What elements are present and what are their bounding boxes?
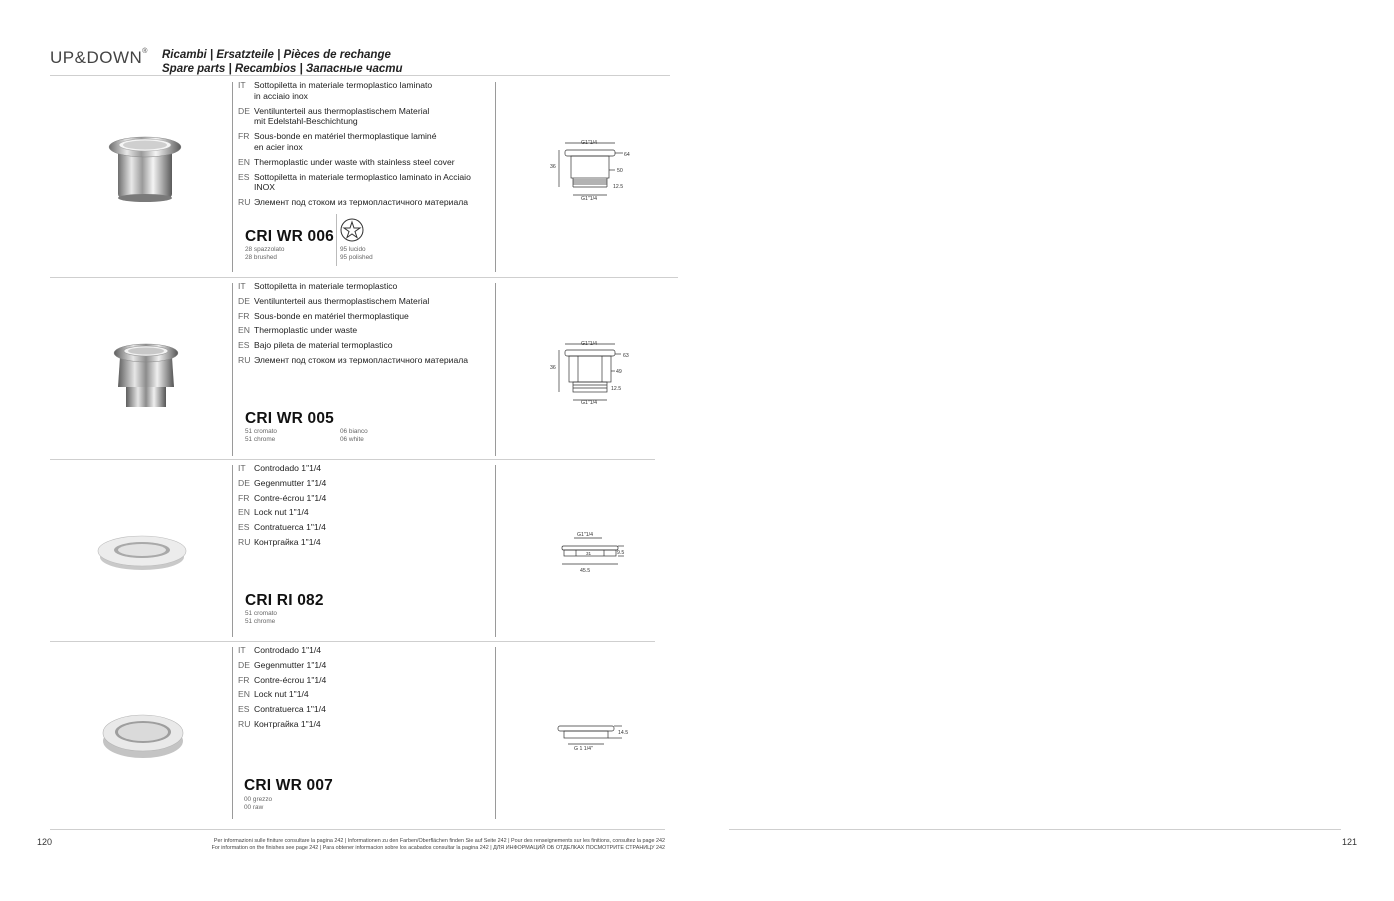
column-divider — [232, 465, 233, 637]
finish-chrome: 51 cromato 51 chrome — [245, 428, 277, 443]
description-list — [238, 281, 493, 366]
column-divider — [495, 283, 496, 456]
dim-w3: 12.5 — [613, 184, 624, 190]
dim-w3: 12.5 — [611, 386, 622, 392]
footer-note-line-1: Per informazioni sulle finiture consultare la pagina 242 | Informationen zu den Farben/Oberflächen finden Sie auf Seite 242 | Pour des renseignements sur les finitions, consultez la page 242 — [213, 838, 665, 844]
technical-drawing-cri-ri-082 — [552, 528, 637, 578]
brand-name: UP&DOWN — [50, 48, 143, 67]
technical-drawing-cri-wr-007 — [552, 718, 637, 758]
footer-note — [195, 838, 665, 852]
title-line-2: Spare parts | Recambios | Запасные части — [162, 63, 403, 75]
description-es: ES Contratuerca 1"1/4 — [238, 522, 326, 533]
dim-w1: 63 — [623, 353, 629, 359]
technical-drawing-cri-wr-005 — [545, 335, 640, 410]
description-en: EN Lock nut 1"1/4 — [238, 689, 309, 700]
brand-logo — [50, 48, 148, 68]
description-it: IT Controdado 1"1/4 — [238, 645, 322, 655]
product-image-cri-wr-007 — [98, 705, 188, 765]
dim-w2: 49 — [616, 369, 622, 375]
description-fr: FR Sous-bonde en matériel thermoplastique — [238, 310, 409, 321]
title-line-1: Ricambi | Ersatzteile | Pièces de rechange — [162, 49, 391, 61]
dim-height: 14.5 — [618, 730, 629, 736]
row-divider — [50, 641, 655, 642]
description-en: EN Thermoplastic under waste with stainless steel cover — [238, 156, 455, 167]
dim-height: 36 — [550, 164, 556, 170]
description-fr: FR Contre-écrou 1"1/4 — [238, 674, 327, 685]
product-code: CRI WR 007 — [244, 777, 333, 794]
description-list — [238, 463, 493, 548]
dim-top: G1"1/4 — [577, 532, 593, 538]
row-divider — [50, 277, 678, 278]
description-de: DE Ventilunterteil aus thermoplastischem Material — [238, 295, 430, 306]
product-image-cri-wr-006 — [100, 130, 190, 210]
description-es: ES Contratuerca 1"1/4 — [238, 704, 326, 715]
polished-finish-icon — [340, 218, 364, 242]
description-de: DE Ventilunterteil aus thermoplastischem Material mit Edelstahl-Beschichtung — [238, 105, 430, 127]
brand-registered-mark: ® — [142, 48, 148, 55]
column-divider — [232, 283, 233, 456]
description-list — [238, 80, 493, 208]
column-divider — [495, 465, 496, 637]
technical-drawing-cri-wr-006 — [545, 135, 640, 205]
dim-w1: 64 — [624, 152, 630, 158]
dim-width: 45.5 — [580, 568, 591, 574]
product-image-cri-wr-005 — [102, 335, 192, 415]
dim-bottom: G1"1/4 — [581, 196, 597, 202]
finish-chrome: 51 cromato 51 chrome — [245, 610, 277, 625]
dim-inner: 31 — [586, 551, 592, 556]
finish-white: 06 bianco 06 white — [340, 428, 368, 443]
header-divider — [50, 75, 670, 76]
description-it: IT Controdado 1"1/4 — [238, 463, 322, 473]
description-de: DE Gegenmutter 1"1/4 — [238, 659, 327, 670]
description-ru: RU Элемент под стоком из термопластичного материала — [238, 354, 469, 365]
dim-height: 9.5 — [617, 550, 625, 556]
column-divider — [336, 214, 337, 266]
finish-raw: 00 grezzo 00 raw — [244, 796, 273, 811]
footer-divider-left — [50, 829, 665, 830]
page-number-left: 120 — [37, 837, 53, 847]
dim-top: G1"1/4 — [581, 341, 597, 347]
product-code: CRI WR 005 — [245, 410, 334, 427]
description-en: EN Thermoplastic under waste — [238, 325, 358, 336]
finish-polished: 95 lucido 95 polished — [340, 246, 373, 261]
dim-bottom: G1"1/4 — [581, 400, 597, 406]
page-number-right: 121 — [1342, 837, 1358, 847]
finish-brushed: 28 spazzolato 28 brushed — [245, 246, 285, 261]
column-divider — [232, 82, 233, 272]
column-divider — [495, 647, 496, 819]
description-it: IT Sottopiletta in materiale termoplastico laminato in acciaio inox — [238, 80, 433, 101]
page-title — [162, 48, 403, 76]
dim-w2: 50 — [617, 168, 623, 174]
dim-bottom: G 1 1/4" — [574, 746, 593, 752]
description-es: ES Bajo pileta de material termoplastico — [238, 340, 393, 351]
footer-note-line-2: For information on the finishes see page 242 | Para obtener informacion sobre los acabados consultar la pagina 242 | ДЛЯ ИНФОРМАЦИЙ ОБ ОТДЕЛКАХ ПОСМОТРИТЕ СТРАНИЦУ 242 — [211, 845, 665, 851]
description-it: IT Sottopiletta in materiale termoplastico — [238, 281, 398, 291]
description-list — [238, 645, 493, 730]
row-divider — [50, 459, 655, 460]
column-divider — [232, 647, 233, 819]
dim-height: 36 — [550, 365, 556, 371]
footer-divider-right — [729, 829, 1341, 830]
description-es: ES Sottopiletta in materiale termoplastico laminato in Acciaio INOX — [238, 171, 471, 193]
product-code: CRI WR 006 — [245, 228, 334, 245]
product-code: CRI RI 082 — [245, 592, 324, 609]
description-de: DE Gegenmutter 1"1/4 — [238, 477, 327, 488]
dim-top: G1"1/4 — [581, 140, 597, 146]
description-ru: RU Контргайка 1"1/4 — [238, 718, 321, 729]
product-image-cri-ri-082 — [95, 525, 190, 580]
description-ru: RU Контргайка 1"1/4 — [238, 536, 321, 547]
description-ru: RU Элемент под стоком из термопластичного материала — [238, 197, 469, 208]
description-fr: FR Contre-écrou 1"1/4 — [238, 492, 327, 503]
column-divider — [495, 82, 496, 272]
description-fr: FR Sous-bonde en matériel thermoplastique laminé en acier inox — [238, 131, 437, 152]
description-en: EN Lock nut 1"1/4 — [238, 507, 309, 518]
